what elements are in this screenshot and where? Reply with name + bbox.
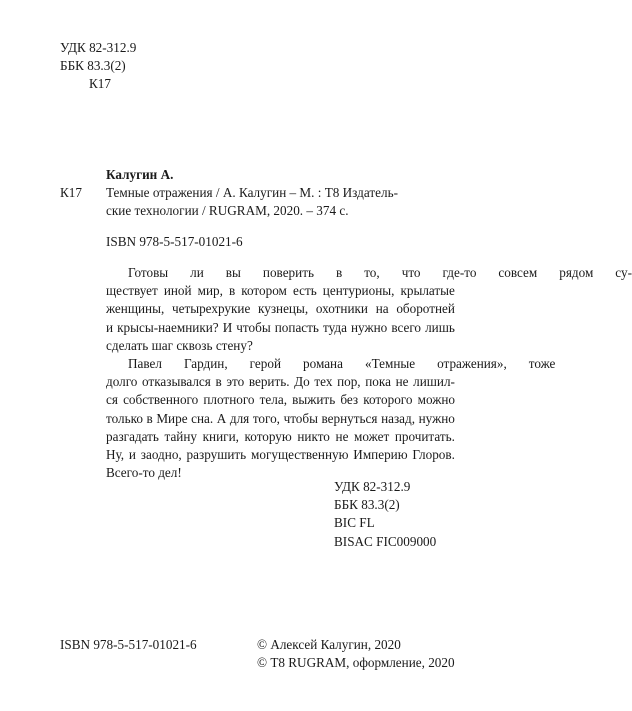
annotation-line: только в Мире сна. А для того, чтобы вернуться назад, нужно — [106, 410, 455, 426]
annotation-line: долго отказывался в это верить. До тех пор, пока не лишил- — [106, 374, 455, 390]
bbk-code: ББК 83.3(2) — [334, 497, 400, 513]
annotation-line: Готовы ли вы поверить в то, что где-то совсем рядом су- — [128, 265, 632, 280]
udk-code: УДК 82-312.9 — [334, 479, 411, 494]
bibliographic-description — [106, 184, 398, 220]
biblio-line: ские технологии / RUGRAM, 2020. – 374 с. — [106, 203, 349, 219]
record-author-mark: К17 — [60, 185, 82, 200]
author-mark: К17 — [89, 76, 111, 92]
annotation — [106, 264, 632, 482]
annotation-line: Всего-то дел! — [106, 465, 182, 481]
annotation-line: ществует иной мир, в котором есть центурионы, крылатые — [106, 283, 455, 299]
isbn-record: ISBN 978-5-517-01021-6 — [106, 234, 243, 249]
right-classification-codes — [334, 478, 436, 551]
copyright-design: © Т8 RUGRAM, оформление, 2020 — [257, 655, 455, 671]
author-heading: Калугин А. — [106, 167, 174, 182]
bbk-code: ББК 83.3(2) — [60, 58, 126, 74]
annotation-line: разгадать тайну книги, которую никто не может прочитать. — [106, 428, 455, 444]
annotation-line: Ну, и заодно, разрушить могущественную Империю Глоров. — [106, 447, 455, 463]
bic-code: BIC FL — [334, 515, 375, 531]
annotation-line: и крысы-наемники? И чтобы попасть туда нужно всего лишь — [106, 319, 455, 335]
copyright-author: © Алексей Калугин, 2020 — [257, 637, 401, 652]
top-classification-codes — [60, 39, 136, 94]
annotation-line: Павел Гардин, герой романа «Темные отражения», тоже — [128, 356, 556, 372]
udk-code: УДК 82-312.9 — [60, 40, 137, 55]
biblio-line: Темные отражения / А. Калугин – М. : Т8 Издатель- — [106, 185, 398, 200]
isbn-footer: ISBN 978-5-517-01021-6 — [60, 637, 197, 652]
annotation-line: женщины, четырехрукие кузнецы, охотники на оборотней — [106, 301, 455, 317]
bisac-code: BISAC FIC009000 — [334, 533, 437, 549]
annotation-line: сделать шаг сквозь стену? — [106, 337, 253, 353]
annotation-line: ся собственного плотного тела, выжить без которого можно — [106, 392, 455, 408]
copyright-block — [257, 636, 455, 672]
